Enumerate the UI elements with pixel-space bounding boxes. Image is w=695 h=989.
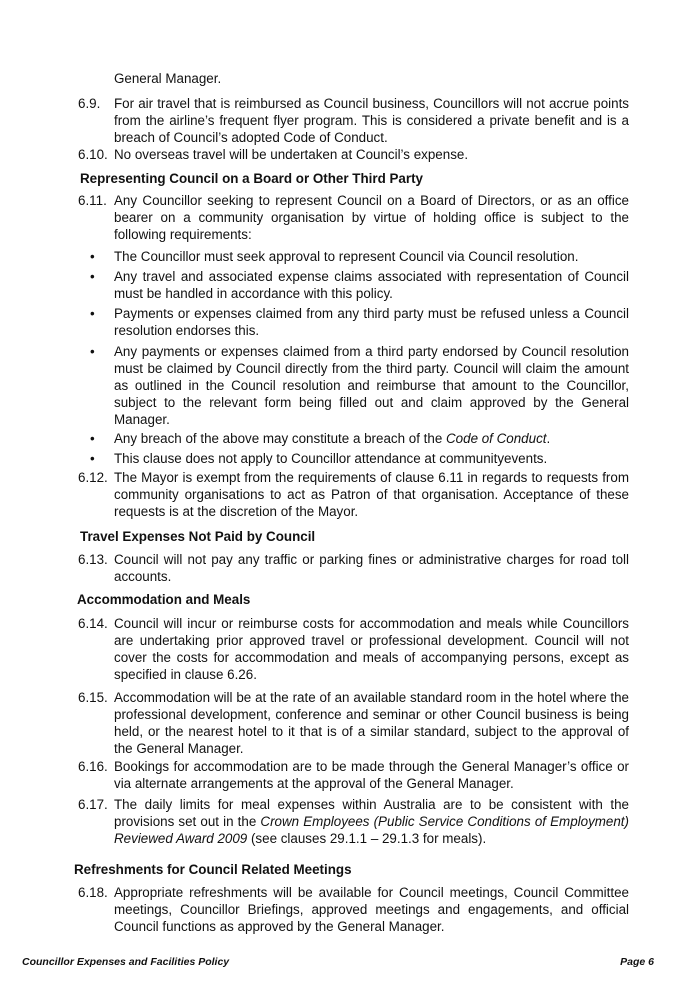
bullet-icon: • xyxy=(90,306,95,321)
award-title: Crown Employees (Public Service Conditions of Employment) Reviewed Award 2009 xyxy=(114,814,629,846)
clause-text: Council will incur or reimburse costs for accommodation and meals while Councillors are undertaking prior approved travel or professional development. Council will not cover the costs for accommodation and meals of accompanying persons, except as specified in clause 6.26. xyxy=(114,616,629,682)
clause-text: Bookings for accommodation are to be made through the General Manager’s office or via alternate arrangements at the approval of the General Manager. xyxy=(114,759,629,791)
clause-number: 6.14. xyxy=(78,616,108,631)
section-heading-travel-expenses: Travel Expenses Not Paid by Council xyxy=(80,529,316,544)
bullet-item xyxy=(90,305,629,339)
clause-6-10 xyxy=(78,146,629,163)
clause-6-9 xyxy=(78,95,629,146)
footer-document-title: Councillor Expenses and Facilities Policy xyxy=(22,956,230,968)
bullet-icon: • xyxy=(90,344,95,359)
bullet-icon: • xyxy=(90,431,95,446)
section-heading-refreshments: Refreshments for Council Related Meetings xyxy=(74,862,352,877)
continued-text: General Manager. xyxy=(114,71,222,86)
clause-number: 6.15. xyxy=(78,690,108,705)
bullet-item xyxy=(90,248,629,265)
bullet-item xyxy=(90,343,629,428)
clause-number: 6.16. xyxy=(78,759,108,774)
clause-text: For air travel that is reimbursed as Council business, Councillors will not accrue points from the airline’s frequent flyer program. This is considered a private benefit and is a breach of Council’s adopted Code of Conduct. xyxy=(114,96,629,145)
clause-number: 6.17. xyxy=(78,797,108,812)
clause-6-16 xyxy=(78,758,629,792)
clause-6-17 xyxy=(78,796,629,847)
clause-text: Council will not pay any traffic or parking fines or administrative charges for road toll accounts. xyxy=(114,552,629,584)
clause-number: 6.9. xyxy=(78,96,101,111)
bullet-text: Any travel and associated expense claims associated with representation of Council must be handled in accordance with this policy. xyxy=(114,269,629,301)
clause-text: The daily limits for meal expenses within Australia are to be consistent with the provisions set out in the Crown Employees (Public Service Conditions of Employment) Reviewed Award 2009 (see clauses 29.1.1 – 29.1.3 for meals). xyxy=(114,797,629,846)
bullet-text: Any payments or expenses claimed from a third party endorsed by Council resolution must be claimed by Council directly from the third party. Council will claim the amount as outlined in the Council resolution and reimburse that amount to the Councillor, subject to the relevant form being filled out and claim approved by the General Manager. xyxy=(114,344,629,427)
section-heading-representing-council: Representing Council on a Board or Other Third Party xyxy=(80,171,423,186)
bullet-item xyxy=(90,450,629,467)
clause-text: No overseas travel will be undertaken at Council’s expense. xyxy=(114,147,469,162)
clause-6-14 xyxy=(78,615,629,683)
clause-number: 6.12. xyxy=(78,470,108,485)
clause-6-12 xyxy=(78,469,629,520)
clause-6-13 xyxy=(78,551,629,585)
bullet-text: Payments or expenses claimed from any third party must be refused unless a Council resolution endorses this. xyxy=(114,306,629,338)
clause-number: 6.13. xyxy=(78,552,108,567)
clause-number: 6.11. xyxy=(78,193,107,208)
bullet-icon: • xyxy=(90,249,95,264)
clause-6-11 xyxy=(78,192,629,243)
section-heading-accommodation: Accommodation and Meals xyxy=(77,592,251,607)
bullet-text: The Councillor must seek approval to represent Council via Council resolution. xyxy=(114,249,579,264)
clause-6-18 xyxy=(78,884,629,935)
clause-6-15 xyxy=(78,689,629,757)
clause-number: 6.10. xyxy=(78,147,108,162)
bullet-text: Any breach of the above may constitute a breach of the Code of Conduct. xyxy=(114,431,551,446)
clause-text: The Mayor is exempt from the requirements of clause 6.11 in regards to requests from community organisations to act as Patron of that organisation. Acceptance of these requests is at the discretion of the Mayor. xyxy=(114,470,629,519)
clause-text: Any Councillor seeking to represent Council on a Board of Directors, or as an office bearer on a community organisation by virtue of holding office is subject to the following requirements: xyxy=(114,193,629,242)
footer-page-number: Page 6 xyxy=(620,956,654,968)
clause-text: Accommodation will be at the rate of an available standard room in the hotel where the professional development, conference and seminar or other Council business is being held, or the nearest hotel to it that is of a similar standard, subject to the approval of the General Manager. xyxy=(114,690,629,756)
bullet-item xyxy=(90,268,629,302)
bullet-item xyxy=(90,430,629,447)
clause-number: 6.18. xyxy=(78,885,108,900)
bullet-text: This clause does not apply to Councillor attendance at communityevents. xyxy=(114,451,548,466)
bullet-icon: • xyxy=(90,269,95,284)
clause-text: Appropriate refreshments will be available for Council meetings, Council Committee meetings, Councillor Briefings, approved meetings and engagements, and official Council functions as approved by the General Manager. xyxy=(114,885,629,934)
bullet-icon: • xyxy=(90,451,95,466)
code-of-conduct-title: Code of Conduct xyxy=(446,431,547,446)
